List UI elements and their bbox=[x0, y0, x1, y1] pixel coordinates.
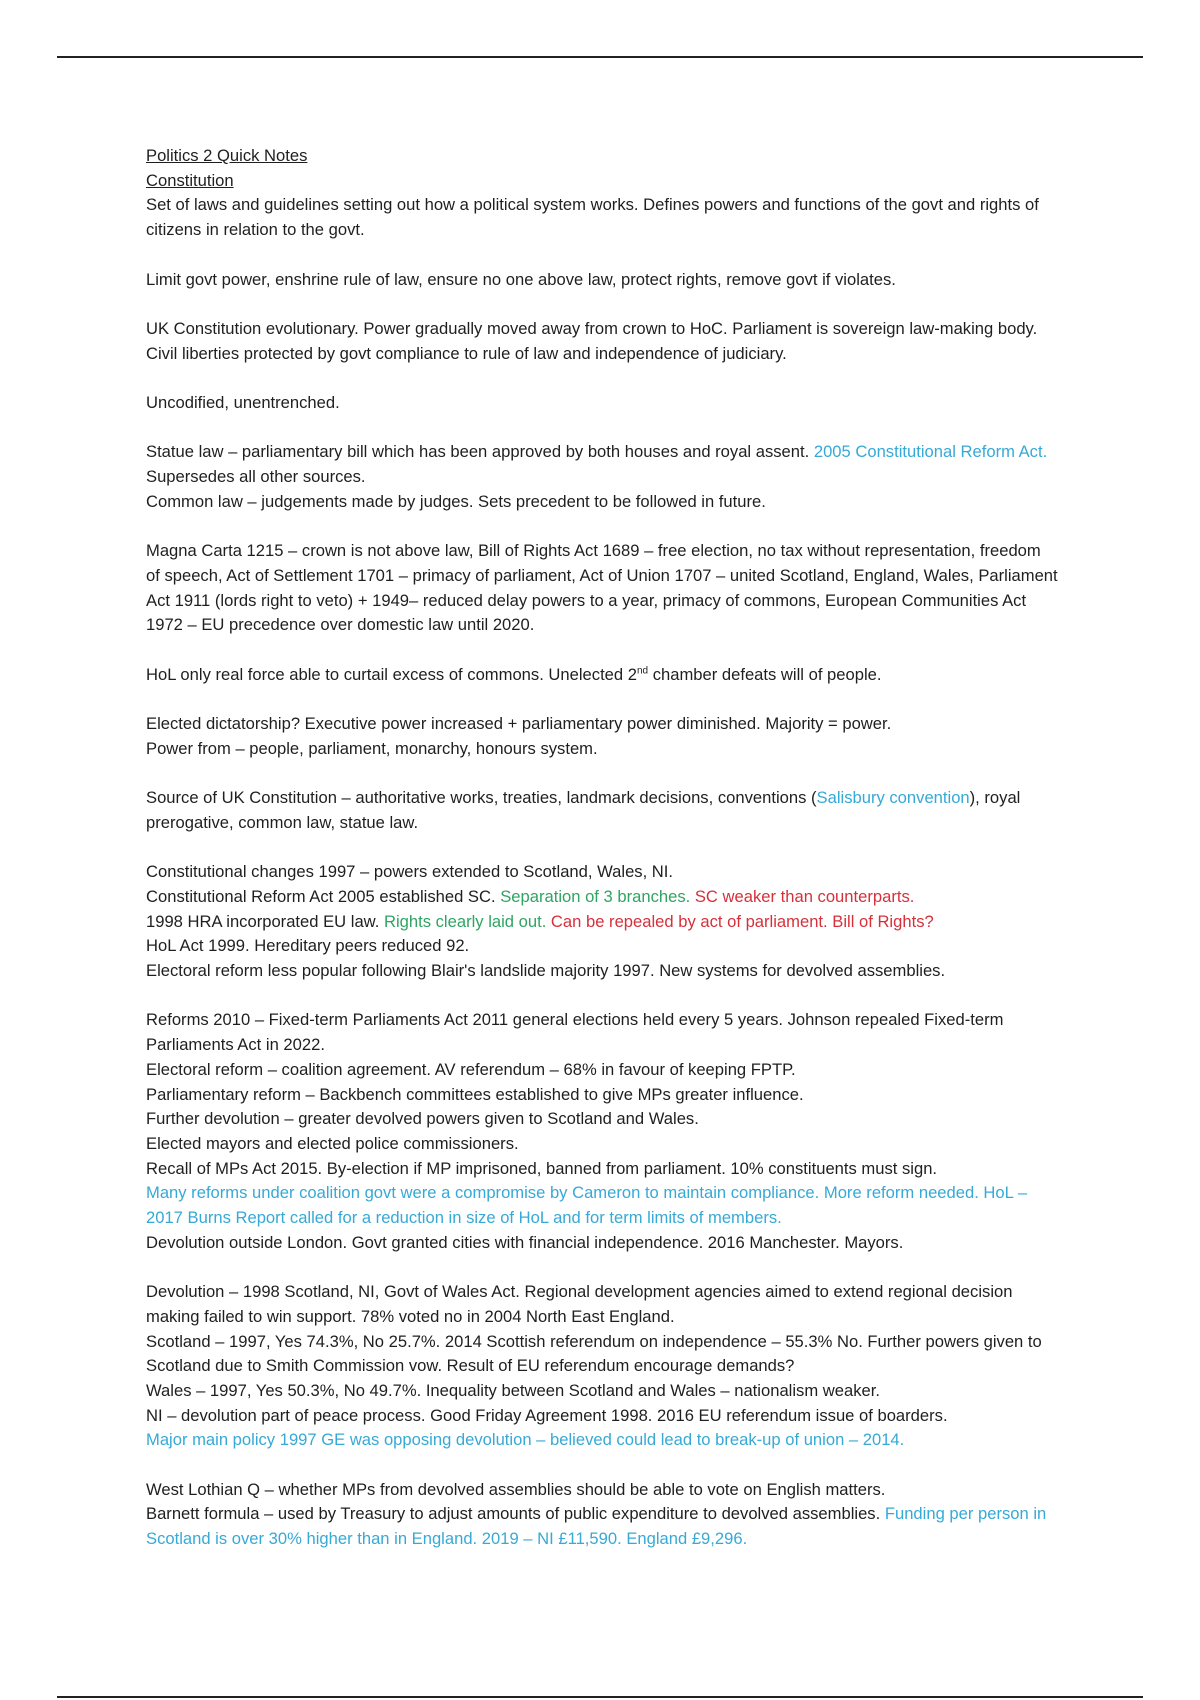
barnett-text: Barnett formula – used by Treasury to adjust amounts of public expenditure to devolved assemblies. bbox=[146, 1504, 885, 1524]
law-sources-block bbox=[146, 440, 1058, 514]
hra-line bbox=[146, 910, 1058, 935]
parliamentary-reform-line: Parliamentary reform – Backbench committees established to give MPs greater influence. bbox=[146, 1084, 804, 1104]
devolution-london-line: Devolution outside London. Govt granted cities with financial independence. 2016 Manchester. Mayors. bbox=[146, 1232, 904, 1252]
statute-law-text bbox=[146, 440, 1058, 489]
cra-text: Constitutional Reform Act 2005 established SC. bbox=[146, 886, 501, 906]
cra-con: SC weaker than counterparts. bbox=[690, 886, 915, 906]
barnett-note: Funding per person in Scotland is over 30% higher than in England. 2019 – NI £11,590. England £9,296. bbox=[146, 1504, 1047, 1549]
salisbury-convention: Salisbury convention bbox=[816, 788, 970, 808]
electoral-1997-line: Electoral reform less popular following Blair's landslide majority 1997. New systems for devolved assemblies. bbox=[146, 961, 946, 981]
hra-con: Can be repealed by act of parliament. Bill of Rights? bbox=[546, 911, 934, 931]
hol-text-start: HoL only real force able to curtail excess of commons. Unelected 2 bbox=[146, 664, 637, 684]
statute-example: 2005 Constitutional Reform Act. bbox=[813, 442, 1048, 462]
further-devolution-line: Further devolution – greater devolved powers given to Scotland and Wales. bbox=[146, 1109, 699, 1129]
west-lothian-line: West Lothian Q – whether MPs from devolved assemblies should be able to vote on English matters. bbox=[146, 1479, 886, 1499]
sources-text bbox=[146, 786, 1058, 835]
electoral-reform-line: Electoral reform – coalition agreement. AV referendum – 68% in favour of keeping FPTP. bbox=[146, 1059, 796, 1079]
evolution-text: UK Constitution evolutionary. Power gradually moved away from crown to HoC. Parliament is sovereign law-making body. Civil liberties protected by govt compliance to rule of law and independence of judiciary. bbox=[146, 318, 1038, 363]
header-rule bbox=[57, 56, 1143, 58]
footer-rule bbox=[57, 1696, 1143, 1698]
reforms-2010-block bbox=[146, 1008, 1058, 1255]
devolution-note: Major main policy 1997 GE was opposing devolution – believed could lead to break-up of union – 2014. bbox=[146, 1430, 905, 1450]
reforms-2010-intro: Reforms 2010 – Fixed-term Parliaments Act 2011 general elections held every 5 years. Johnson repealed Fixed-term Parliaments Act in 2022. bbox=[146, 1010, 1004, 1055]
power-from-text: Power from – people, parliament, monarchy, honours system. bbox=[146, 738, 598, 758]
devolution-intro: Devolution – 1998 Scotland, NI, Govt of Wales Act. Regional development agencies aimed to extend regional decision making failed to win support. 78% voted no in 2004 North East England. bbox=[146, 1282, 1013, 1326]
nature-text: Uncodified, unentrenched. bbox=[146, 392, 340, 412]
changes-1997-intro: Constitutional changes 1997 – powers extended to Scotland, Wales, NI. bbox=[146, 862, 674, 882]
common-law-text: Common law – judgements made by judges. Sets precedent to be followed in future. bbox=[146, 491, 766, 511]
sources-start: Source of UK Constitution – authoritative works, treaties, landmark decisions, conventions ( bbox=[146, 788, 817, 808]
hra-text: 1998 HRA incorporated EU law. bbox=[146, 911, 384, 931]
hol-text-end: chamber defeats will of people. bbox=[648, 664, 882, 684]
cra-pro: Separation of 3 branches. bbox=[500, 886, 691, 906]
west-lothian-block bbox=[146, 1478, 1058, 1552]
mayors-line: Elected mayors and elected police commissioners. bbox=[146, 1133, 519, 1153]
purpose-text: Limit govt power, enshrine rule of law, ensure no one above law, protect rights, remove govt if violates. bbox=[146, 269, 896, 289]
coalition-note: Many reforms under coalition govt were a compromise by Cameron to maintain compliance. More reform needed. HoL – 2017 Burns Report called for a reduction in size of HoL and for term limits of members. bbox=[146, 1183, 1028, 1228]
title-block bbox=[146, 144, 1058, 243]
hol-superscript: nd bbox=[636, 665, 649, 677]
ni-line: NI – devolution part of peace process. Good Friday Agreement 1998. 2016 EU referendum issue of boarders. bbox=[146, 1405, 948, 1425]
hra-pro: Rights clearly laid out. bbox=[383, 911, 547, 931]
statute-tail: Supersedes all other sources. bbox=[146, 467, 366, 487]
elected-dictatorship-text: Elected dictatorship? Executive power increased + parliamentary power diminished. Majority = power. bbox=[146, 714, 892, 734]
recall-line: Recall of MPs Act 2015. By-election if MP imprisoned, banned from parliament. 10% constituents must sign. bbox=[146, 1158, 938, 1178]
document-title: Politics 2 Quick Notes bbox=[146, 146, 308, 165]
devolution-block bbox=[146, 1280, 1058, 1453]
wales-line: Wales – 1997, Yes 50.3%, No 49.7%. Inequality between Scotland and Wales – nationalism weaker. bbox=[146, 1380, 880, 1400]
cra-line bbox=[146, 885, 1058, 910]
hol-act-line: HoL Act 1999. Hereditary peers reduced 92. bbox=[146, 936, 470, 956]
statute-definition: Statue law – parliamentary bill which has been approved by both houses and royal assent. bbox=[146, 442, 814, 462]
document-body bbox=[146, 144, 1058, 1577]
changes-1997-block bbox=[146, 860, 1058, 984]
sources-end: ), royal prerogative, common law, statue law. bbox=[146, 788, 1021, 832]
scotland-line: Scotland – 1997, Yes 74.3%, No 25.7%. 2014 Scottish referendum on independence – 55.3% No. Further powers given to Scotland due to Smith Commission vow. Result of EU referendum encourage demands? bbox=[146, 1331, 1042, 1376]
hol-text bbox=[146, 663, 1058, 688]
landmarks-text: Magna Carta 1215 – crown is not above law, Bill of Rights Act 1689 – free election, no tax without representation, freedom of speech, Act of Settlement 1701 – primacy of parliament, Act of Union 1707 – united Scotland, England, Wales, Parliament Act 1911 (lords right to veto) + 1949– reduced delay powers to a year, primacy of commons, European Communities Act 1972 – EU precedence over domestic law until 2020. bbox=[146, 541, 1058, 635]
section-heading: Constitution bbox=[146, 170, 234, 190]
definition-text: Set of laws and guidelines setting out how a political system works. Defines powers and functions of the govt and rights of citizens in relation to the govt. bbox=[146, 195, 1039, 240]
elected-dictatorship-block bbox=[146, 712, 1058, 761]
barnett-line bbox=[146, 1502, 1058, 1551]
